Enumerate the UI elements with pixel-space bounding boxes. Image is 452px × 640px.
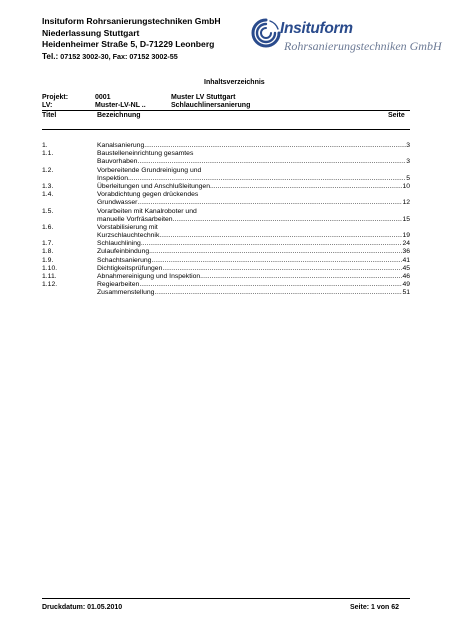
toc-entry-page: 46 bbox=[402, 273, 410, 280]
document-title: Inhaltsverzeichnis bbox=[204, 79, 265, 86]
toc-entry-number: 1.2. bbox=[42, 166, 54, 174]
toc-entry[interactable] bbox=[42, 150, 410, 166]
toc-leader-dots bbox=[162, 265, 402, 273]
toc-entry-number: 1.1. bbox=[42, 150, 54, 158]
toc-entry-number: 1.12. bbox=[42, 281, 58, 289]
toc-entry-title: Inspektion bbox=[97, 174, 128, 182]
toc-entry-title: Vorarbeiten mit Kanalroboter und bbox=[97, 207, 197, 215]
toc-entry-number: 1.9. bbox=[42, 256, 54, 264]
toc-entry[interactable] bbox=[42, 224, 410, 240]
toc-leader-dots bbox=[200, 273, 402, 281]
company-header bbox=[42, 16, 221, 62]
toc-leader-dots bbox=[137, 199, 402, 207]
toc-entry-title: Abnahmereinigung und Inspektion bbox=[97, 273, 201, 280]
toc-entry-title: Kanalsanierung bbox=[97, 142, 145, 149]
column-seite: Seite bbox=[388, 112, 405, 119]
company-name: Insituform Rohrsanierungstechniken GmbH bbox=[42, 16, 221, 26]
toc-leader-dots bbox=[159, 232, 402, 240]
toc-entry-title: Bauvorhaben bbox=[97, 158, 138, 166]
lv-label: LV: bbox=[42, 102, 53, 109]
toc-entry-title: Schlauchlining bbox=[97, 240, 141, 248]
toc-leader-dots bbox=[210, 183, 402, 191]
toc-entry-number: 1.6. bbox=[42, 223, 54, 231]
projekt-name: Muster LV Stuttgart bbox=[171, 94, 236, 101]
toc-entry-number: 1.4. bbox=[42, 191, 54, 199]
toc-entry-number: 1.7. bbox=[42, 240, 54, 248]
page-counter: Seite: 1 von 62 bbox=[350, 604, 400, 611]
insituform-swirl-icon bbox=[250, 17, 282, 49]
toc-entry[interactable] bbox=[42, 273, 410, 281]
toc-entry-title: Vorabdichtung gegen drückendes bbox=[97, 191, 199, 199]
toc-leader-dots bbox=[154, 289, 402, 297]
toc-entry-number: 1.10. bbox=[42, 264, 58, 272]
toc-entry-title: Vorbereitende Grundreinigung und bbox=[97, 166, 202, 174]
toc-entry-page: 15 bbox=[402, 215, 410, 223]
toc-entry[interactable] bbox=[42, 183, 410, 191]
toc-leader-dots bbox=[149, 248, 402, 256]
print-date: Druckdatum: 01.05.2010 bbox=[42, 604, 123, 611]
toc-entry[interactable] bbox=[42, 191, 410, 207]
toc-entry-page: 45 bbox=[402, 264, 410, 272]
toc-entry-title: Grundwasser bbox=[97, 199, 138, 207]
toc-entry[interactable] bbox=[42, 265, 410, 273]
toc-entry[interactable] bbox=[42, 289, 410, 297]
toc-entry-number: 1.8. bbox=[42, 248, 54, 256]
toc-entry-title: Schachtsanierung bbox=[97, 256, 152, 264]
company-phone bbox=[42, 51, 221, 63]
footer-rule bbox=[42, 598, 410, 599]
toc-entry-title: Dichtigkeitsprüfungen bbox=[97, 264, 163, 272]
toc-entry[interactable] bbox=[42, 257, 410, 265]
company-branch: Niederlassung Stuttgart bbox=[42, 27, 140, 38]
toc-entry-title: Vorstabilisierung mit bbox=[97, 223, 158, 231]
logo-subtitle: Rohrsanierungstechniken GmbH bbox=[284, 39, 442, 53]
toc-entry[interactable] bbox=[42, 240, 410, 248]
column-titel: Titel bbox=[42, 112, 57, 119]
toc-leader-dots bbox=[173, 216, 403, 224]
toc-entry-page: 3 bbox=[406, 142, 410, 149]
projekt-label: Projekt: bbox=[42, 94, 69, 101]
tel-label: Tel.: bbox=[42, 51, 59, 61]
toc-leader-dots bbox=[141, 240, 403, 248]
toc-entry-title: Zusammenstellung bbox=[97, 289, 155, 297]
toc-entry[interactable] bbox=[42, 248, 410, 256]
toc-entry[interactable] bbox=[42, 142, 410, 150]
projekt-number: 0001 bbox=[95, 94, 111, 101]
toc-entry-page: 49 bbox=[402, 281, 410, 289]
toc-entry-title: Zulaufeinbindung bbox=[97, 248, 150, 256]
toc-entry-page: 5 bbox=[406, 174, 410, 182]
toc-entry-title: Baustelleneinrichtung gesamtes bbox=[97, 150, 194, 158]
toc-entry-title: Überleitungen und Anschlußleitungen bbox=[97, 182, 210, 190]
toc-entry-title: manuelle Vorfräsarbeiten bbox=[97, 215, 173, 223]
toc-leader-dots bbox=[151, 257, 402, 265]
toc-entry-page: 41 bbox=[402, 256, 410, 264]
logo-wordmark: Insituform bbox=[280, 20, 353, 37]
toc-entry-page: 36 bbox=[402, 248, 410, 256]
header-rule-top bbox=[42, 110, 410, 111]
toc-entry-number: 1.5. bbox=[42, 207, 54, 215]
toc-entry-title: Regiearbeiten bbox=[97, 281, 140, 289]
toc-entry-page: 51 bbox=[402, 289, 410, 297]
toc-entry[interactable] bbox=[42, 281, 410, 289]
toc-leader-dots bbox=[137, 158, 406, 166]
toc-entry-title: Kurzschlauchtechnik bbox=[97, 232, 160, 240]
toc-entry[interactable] bbox=[42, 167, 410, 183]
toc-entry-page: 12 bbox=[402, 199, 410, 207]
toc-entry-page: 3 bbox=[406, 158, 410, 166]
toc-entry-page: 10 bbox=[402, 182, 410, 190]
tel-text: 07152 3002-30, Fax: 07152 3002-55 bbox=[60, 51, 178, 61]
toc-entry[interactable] bbox=[42, 208, 410, 224]
toc-entry-number: 1.3. bbox=[42, 182, 54, 190]
toc-entry-number: 1.11. bbox=[42, 273, 57, 280]
table-of-contents bbox=[42, 142, 410, 298]
lv-number: Muster-LV-NL .. bbox=[95, 102, 146, 109]
company-address: Heidenheimer Straße 5, D-71229 Leonberg bbox=[42, 39, 215, 49]
toc-leader-dots bbox=[128, 175, 406, 183]
toc-entry-page: 19 bbox=[402, 232, 410, 240]
toc-entry-page: 24 bbox=[402, 240, 410, 248]
toc-entry-number: 1. bbox=[42, 142, 48, 149]
toc-leader-dots bbox=[144, 142, 406, 150]
header-rule-bottom bbox=[42, 129, 410, 130]
column-bezeichnung: Bezeichnung bbox=[97, 112, 141, 119]
insituform-logo bbox=[250, 17, 442, 57]
lv-name: Schlauchlinersanierung bbox=[171, 102, 251, 109]
toc-leader-dots bbox=[139, 281, 402, 289]
